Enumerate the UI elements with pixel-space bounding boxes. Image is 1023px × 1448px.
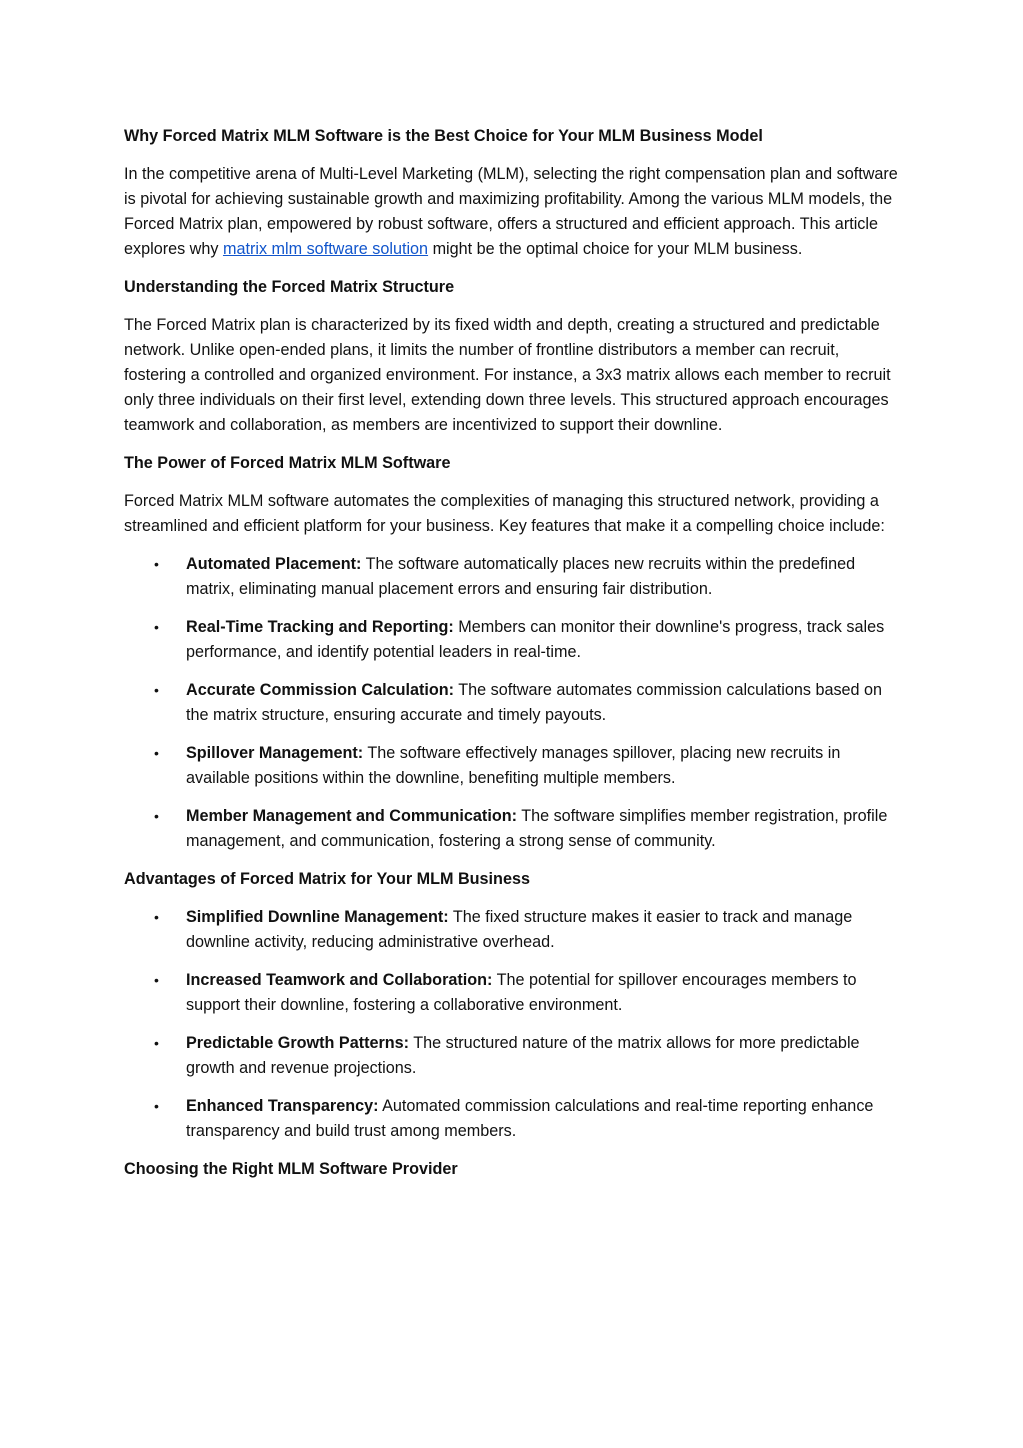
section-body-understanding: The Forced Matrix plan is characterized by its fixed width and depth, creating a structured and predictable network. Unlike open-ended plans, it limits the number of frontline distributors a member can recruit, fostering a controlled and organized environment. For instance, a 3x3 matrix allows each member to recruit only three individuals on their first level, extending down three levels. This structured approach encourages teamwork and collaboration, as members are incentivized to support their downline. bbox=[124, 316, 891, 434]
list-item-lead: Simplified Downline Management: bbox=[186, 908, 449, 926]
section-body-power: Forced Matrix MLM software automates the complexities of managing this structured network, providing a streamlined and efficient platform for your business. Key features that make it a compelling choice include: bbox=[124, 492, 885, 535]
list-item-lead: Spillover Management: bbox=[186, 744, 364, 762]
list-item bbox=[124, 678, 904, 728]
list-item-text: The potential for spillover encourages members to support their downline, fostering a collaborative environment. bbox=[186, 971, 857, 1014]
list-item-lead: Real-Time Tracking and Reporting: bbox=[186, 618, 454, 636]
document-page bbox=[124, 124, 904, 1195]
list-item-lead: Member Management and Communication: bbox=[186, 807, 517, 825]
bullet-icon: • bbox=[154, 1098, 159, 1114]
list-item bbox=[124, 552, 904, 602]
list-item bbox=[124, 968, 904, 1018]
intro-text-after: might be the optimal choice for your MLM business. bbox=[428, 240, 803, 258]
list-item bbox=[124, 804, 904, 854]
list-item-lead: Increased Teamwork and Collaboration: bbox=[186, 971, 493, 989]
bullet-icon: • bbox=[154, 745, 159, 761]
bullet-icon: • bbox=[154, 682, 159, 698]
list-item bbox=[124, 615, 904, 665]
bullet-icon: • bbox=[154, 909, 159, 925]
list-item bbox=[124, 1031, 904, 1081]
list-item bbox=[124, 1094, 904, 1144]
list-item-text: The fixed structure makes it easier to track and manage downline activity, reducing administrative overhead. bbox=[186, 908, 853, 951]
intro-text-before: In the competitive arena of Multi-Level Marketing (MLM), selecting the right compensation plan and software is pivotal for achieving sustainable growth and maximizing profitability. Among the various MLM models, the Forced Matrix plan, empowered by robust software, offers a structured and efficient approach. This article explores why bbox=[124, 165, 898, 258]
list-item-lead: Enhanced Transparency: bbox=[186, 1097, 379, 1115]
section-heading-choosing: Choosing the Right MLM Software Provider bbox=[124, 1160, 458, 1178]
intro-paragraph bbox=[124, 162, 904, 262]
list-item bbox=[124, 905, 904, 955]
bullet-icon: • bbox=[154, 972, 159, 988]
section-heading-understanding: Understanding the Forced Matrix Structure bbox=[124, 278, 455, 296]
article-title: Why Forced Matrix MLM Software is the Best Choice for Your MLM Business Model bbox=[124, 127, 763, 145]
list-item-lead: Accurate Commission Calculation: bbox=[186, 681, 455, 699]
list-item-text: The software automatically places new recruits within the predefined matrix, eliminating manual placement errors and ensuring fair distribution. bbox=[186, 555, 856, 598]
section-heading-power: The Power of Forced Matrix MLM Software bbox=[124, 454, 451, 472]
feature-list bbox=[124, 552, 904, 854]
matrix-software-link[interactable]: matrix mlm software solution bbox=[222, 240, 429, 258]
list-item-text: The software simplifies member registration, profile management, and communication, fostering a strong sense of community. bbox=[186, 807, 888, 850]
list-item-text: The software automates commission calculations based on the matrix structure, ensuring accurate and timely payouts. bbox=[186, 681, 883, 724]
list-item bbox=[124, 741, 904, 791]
section-heading-advantages: Advantages of Forced Matrix for Your MLM Business bbox=[124, 870, 530, 888]
list-item-text: Members can monitor their downline's progress, track sales performance, and identify potential leaders in real-time. bbox=[186, 618, 885, 661]
list-item-text: Automated commission calculations and real-time reporting enhance transparency and build trust among members. bbox=[186, 1097, 874, 1140]
list-item-text: The structured nature of the matrix allows for more predictable growth and revenue projections. bbox=[186, 1034, 860, 1077]
list-item-text: The software effectively manages spillover, placing new recruits in available positions within the downline, benefiting multiple members. bbox=[186, 744, 841, 787]
list-item-lead: Automated Placement: bbox=[186, 555, 362, 573]
bullet-icon: • bbox=[154, 619, 159, 635]
advantages-list bbox=[124, 905, 904, 1144]
bullet-icon: • bbox=[154, 808, 159, 824]
bullet-icon: • bbox=[154, 1035, 159, 1051]
bullet-icon: • bbox=[154, 556, 159, 572]
list-item-lead: Predictable Growth Patterns: bbox=[186, 1034, 410, 1052]
